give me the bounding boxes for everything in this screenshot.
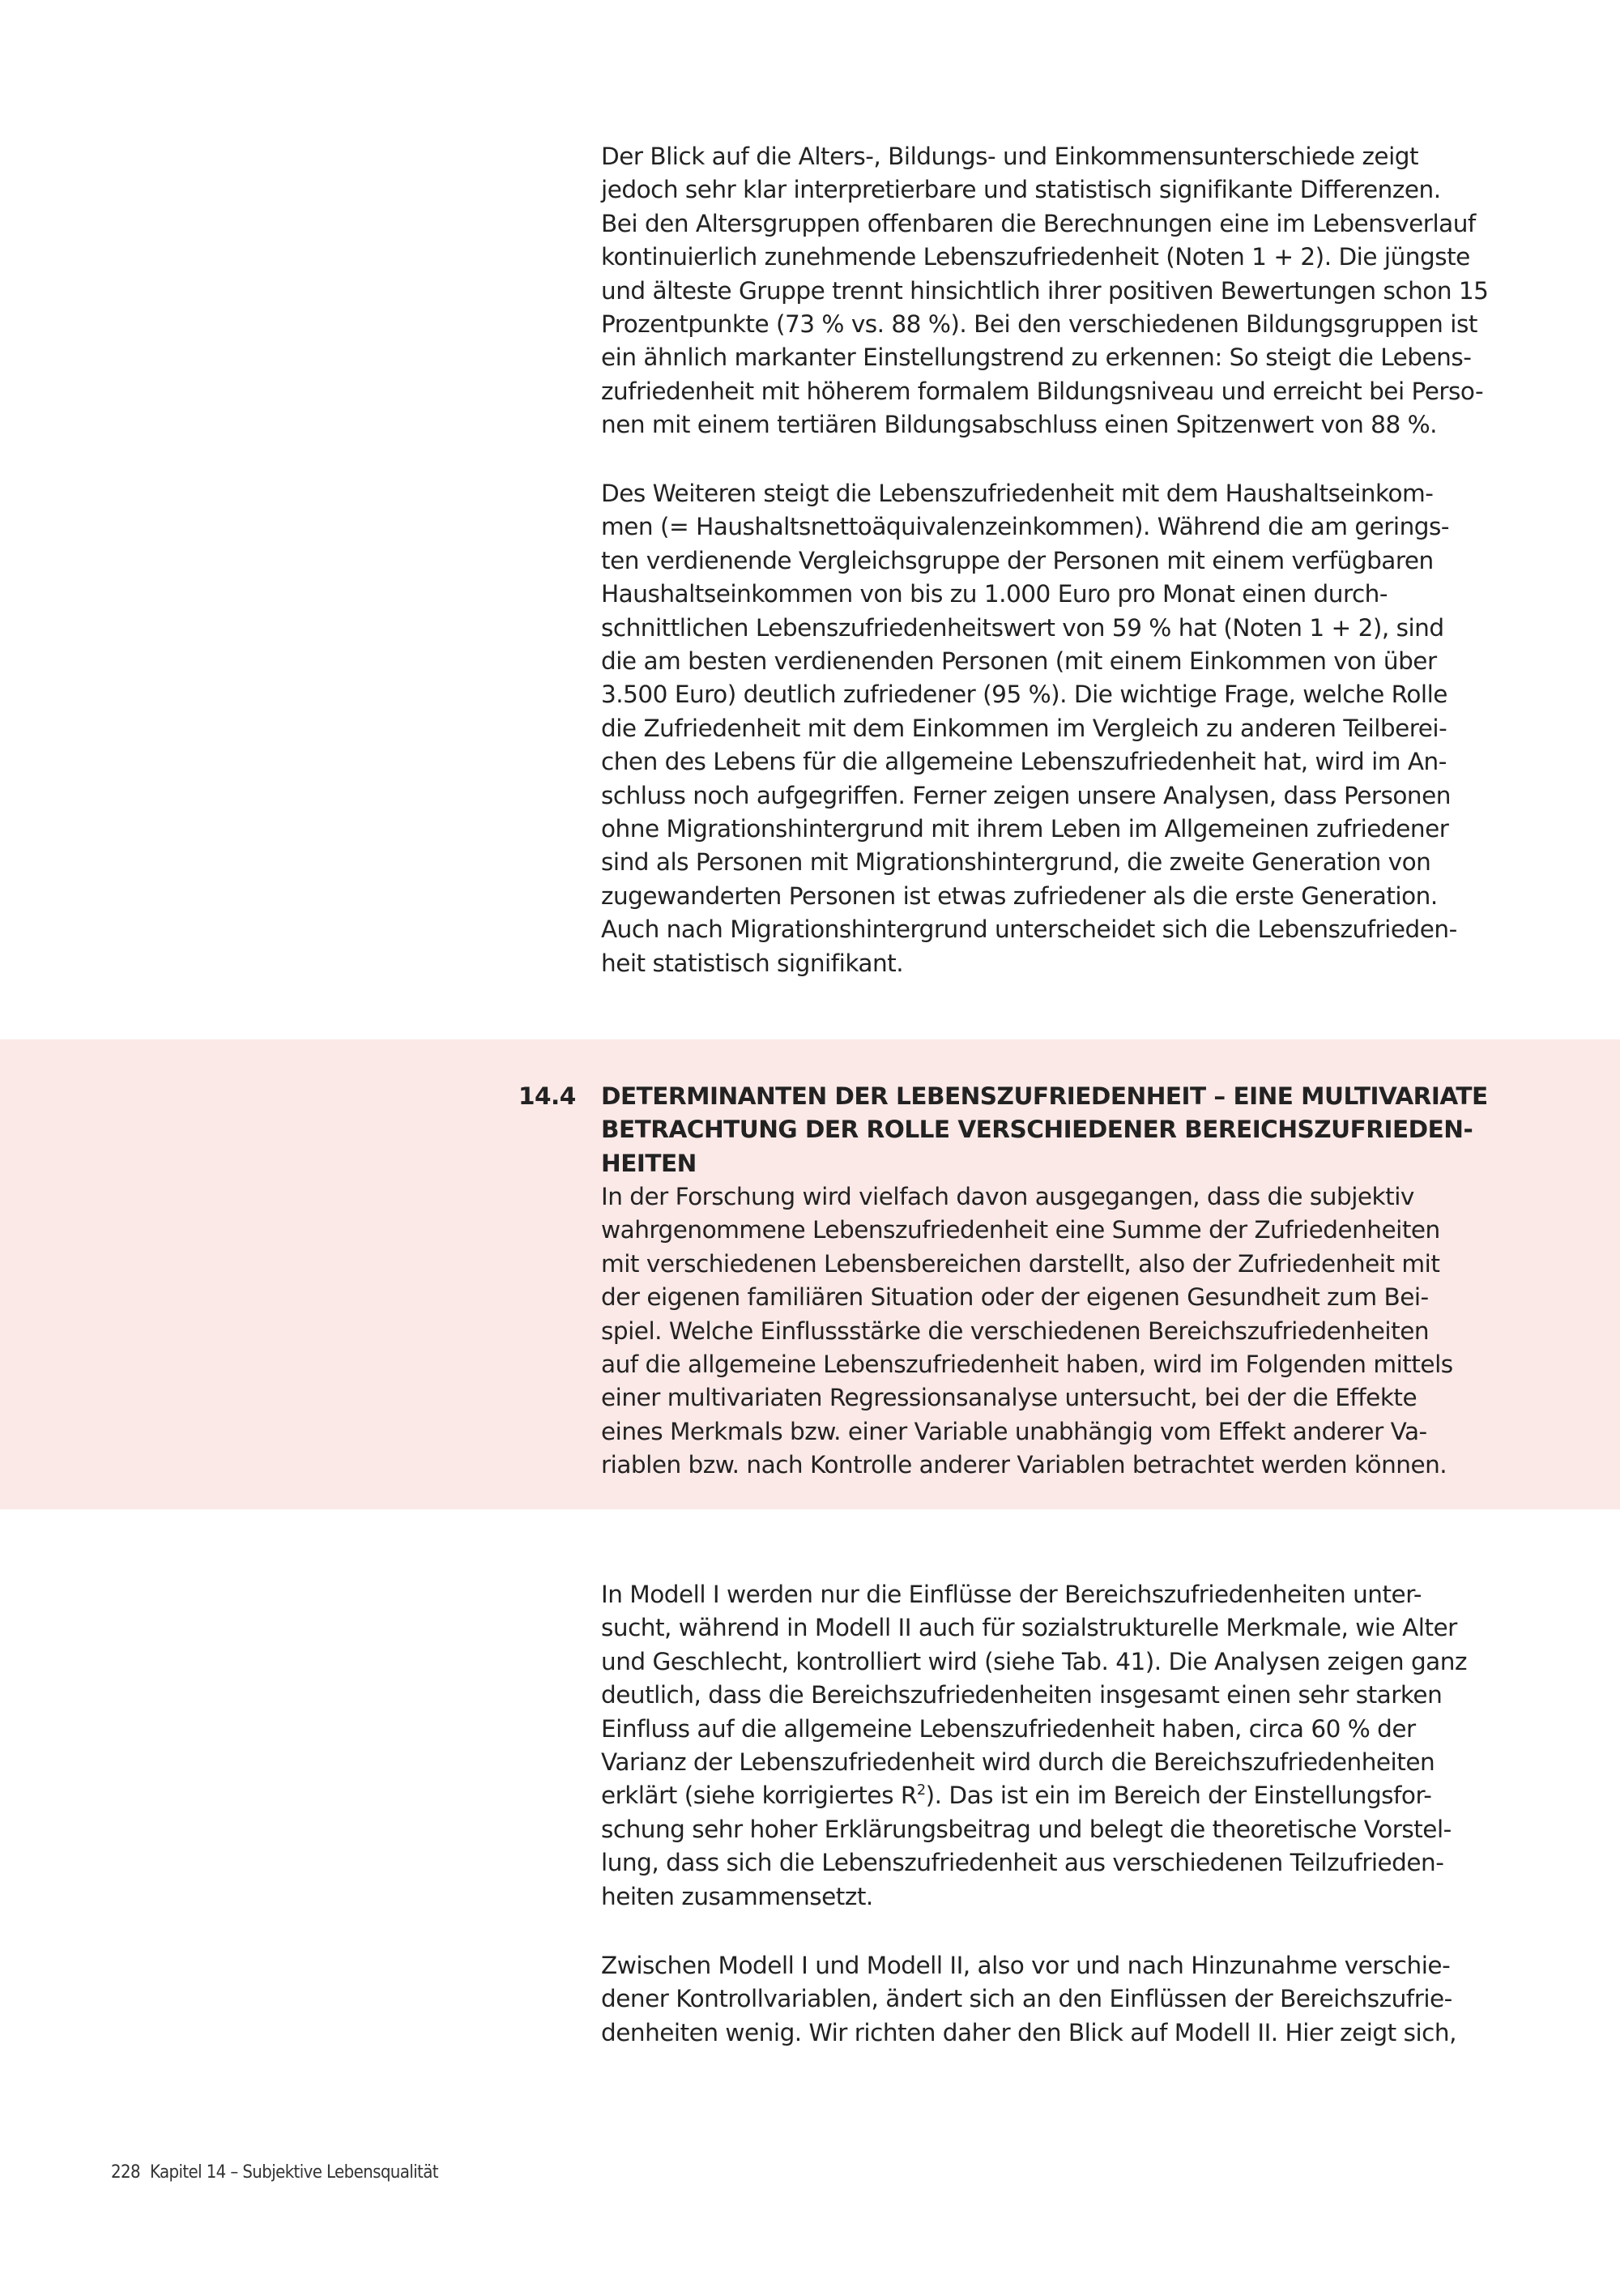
- text-line: schluss noch aufgegriffen. Ferner zeigen unsere Analysen, dass Personen: [601, 781, 1451, 809]
- text-line: eines Merkmals bzw. einer Variable unabhängig vom Effekt anderer Va-: [601, 1417, 1427, 1445]
- text-line: die am besten verdienenden Personen (mit einem Einkommen von über: [601, 647, 1437, 676]
- text-line: Der Blick auf die Alters-, Bildungs- und Einkommensunterschiede zeigt: [601, 143, 1419, 170]
- text-line: Bei den Altersgruppen offenbaren die Berechnungen eine im Lebensverlauf: [601, 209, 1476, 237]
- text-line: deutlich, dass die Bereichszufriedenheiten insgesamt einen sehr starken: [601, 1681, 1443, 1709]
- text-line: Des Weiteren steigt die Lebenszufriedenheit mit dem Haushaltseinkom-: [601, 480, 1434, 507]
- text-line: wahrgenommene Lebenszufriedenheit eine Summe der Zufriedenheiten: [601, 1216, 1440, 1244]
- page-footer: [111, 2161, 438, 2185]
- page-number: 228: [111, 2162, 140, 2183]
- text-line: Prozentpunkte (73 % vs. 88 %). Bei den verschiedenen Bildungsgruppen ist: [601, 310, 1477, 339]
- text-line: jedoch sehr klar interpretierbare und statistisch signifikante Differenzen.: [601, 176, 1441, 204]
- chapter-title: Kapitel 14 – Subjektive Lebensqualität: [149, 2162, 438, 2183]
- text-line: ten verdienende Vergleichsgruppe der Personen mit einem verfügbaren: [601, 546, 1434, 574]
- heading-line: HEITEN: [601, 1149, 697, 1177]
- text-line: men (= Haushaltsnettoäquivalenzeinkommen). Während die am gerings-: [601, 513, 1450, 541]
- text-line: riablen bzw. nach Kontrolle anderer Variablen betrachtet werden können.: [601, 1451, 1447, 1479]
- section-heading: [601, 1080, 1524, 1180]
- text-fragment: ). Das ist ein im Bereich der Einstellungsfor-: [925, 1782, 1432, 1810]
- text-line: ein ähnlich markanter Einstellungstrend zu erkennen: So steigt die Lebens-: [601, 344, 1472, 372]
- text-line: nen mit einem tertiären Bildungsabschluss einen Spitzenwert von 88 %.: [601, 411, 1437, 439]
- text-line: heiten zusammensetzt.: [601, 1882, 873, 1910]
- text-line: In Modell I werden nur die Einflüsse der Bereichszufriedenheiten unter-: [601, 1581, 1422, 1608]
- text-line: In der Forschung wird vielfach davon ausgegangen, dass die subjektiv: [601, 1183, 1414, 1210]
- text-line: schnittlichen Lebenszufriedenheitswert von 59 % hat (Noten 1 + 2), sind: [601, 613, 1444, 642]
- text-line: kontinuierlich zunehmende Lebenszufriedenheit (Noten 1 + 2). Die jüngste: [601, 243, 1470, 271]
- text-line: chen des Lebens für die allgemeine Lebenszufriedenheit hat, wird im An-: [601, 748, 1447, 776]
- text-line: Varianz der Lebenszufriedenheit wird durch die Bereichszufriedenheiten: [601, 1748, 1435, 1777]
- text-line: einer multivariaten Regressionsanalyse untersucht, bei der die Effekte: [601, 1384, 1418, 1412]
- text-line: Zwischen Modell I und Modell II, also vor und nach Hinzunahme verschie-: [601, 1952, 1451, 1979]
- text-line: Haushaltseinkommen von bis zu 1.000 Euro pro Monat einen durch-: [601, 580, 1388, 608]
- text-line: 3.500 Euro) deutlich zufriedener (95 %). Die wichtige Frage, welche Rolle: [601, 681, 1447, 709]
- text-line: sucht, während in Modell II auch für sozialstrukturelle Merkmale, wie Alter: [601, 1614, 1457, 1642]
- paragraph-household-income: [601, 477, 1492, 980]
- text-line-with-superscript: [601, 1779, 1492, 1812]
- text-line: und älteste Gruppe trennt hinsichtlich ihrer positiven Bewertungen schon 15: [601, 276, 1489, 305]
- text-line: sind als Personen mit Migrationshintergrund, die zweite Generation von: [601, 848, 1431, 877]
- superscript: 2: [916, 1782, 926, 1799]
- text-line: spiel. Welche Einflussstärke die verschiedenen Bereichszufriedenheiten: [601, 1317, 1430, 1345]
- text-line: mit verschiedenen Lebensbereichen darstellt, also der Zufriedenheit mit: [601, 1249, 1440, 1278]
- paragraph-section-intro: [601, 1180, 1492, 1483]
- text-line: denheiten wenig. Wir richten daher den Blick auf Modell II. Hier zeigt sich,: [601, 2018, 1456, 2046]
- text-line: zugewanderten Personen ist etwas zufriedener als die erste Generation.: [601, 881, 1438, 910]
- text-line: lung, dass sich die Lebenszufriedenheit aus verschiedenen Teilzufrieden-: [601, 1849, 1444, 1877]
- text-line: heit statistisch signifikant.: [601, 949, 904, 977]
- text-line: die Zufriedenheit mit dem Einkommen im Vergleich zu anderen Teilberei-: [601, 714, 1447, 742]
- paragraph-age-education-income: [601, 140, 1492, 442]
- text-line: schung sehr hoher Erklärungsbeitrag und belegt die theoretische Vorstel-: [601, 1815, 1452, 1843]
- text-line: und Geschlecht, kontrolliert wird (siehe Tab. 41). Die Analysen zeigen ganz: [601, 1647, 1467, 1675]
- text-line: zufriedenheit mit höherem formalem Bildungsniveau und erreicht bei Perso-: [601, 377, 1484, 405]
- text-fragment: erklärt (siehe korrigiertes R: [601, 1782, 917, 1810]
- text-line: der eigenen familiären Situation oder der eigenen Gesundheit zum Bei-: [601, 1283, 1429, 1312]
- paragraph-model-comparison: [601, 1578, 1492, 1914]
- text-line: auf die allgemeine Lebenszufriedenheit haben, wird im Folgenden mittels: [601, 1351, 1453, 1379]
- text-line: ohne Migrationshintergrund mit ihrem Leben im Allgemeinen zufriedener: [601, 815, 1449, 843]
- heading-line: BETRACHTUNG DER ROLLE VERSCHIEDENER BEREICHSZUFRIEDEN-: [601, 1116, 1473, 1144]
- text-line: Auch nach Migrationshintergrund unterscheidet sich die Lebenszufrieden-: [601, 915, 1457, 944]
- text-line: dener Kontrollvariablen, ändert sich an den Einflüssen der Bereichszufrie-: [601, 1985, 1452, 2013]
- heading-line: DETERMINANTEN DER LEBENSZUFRIEDENHEIT – EINE MULTIVARIATE: [601, 1082, 1488, 1110]
- section-number: 14.4: [518, 1082, 576, 1110]
- paragraph-model-two: [601, 1949, 1492, 2050]
- text-line: Einfluss auf die allgemeine Lebenszufriedenheit haben, circa 60 % der: [601, 1714, 1416, 1743]
